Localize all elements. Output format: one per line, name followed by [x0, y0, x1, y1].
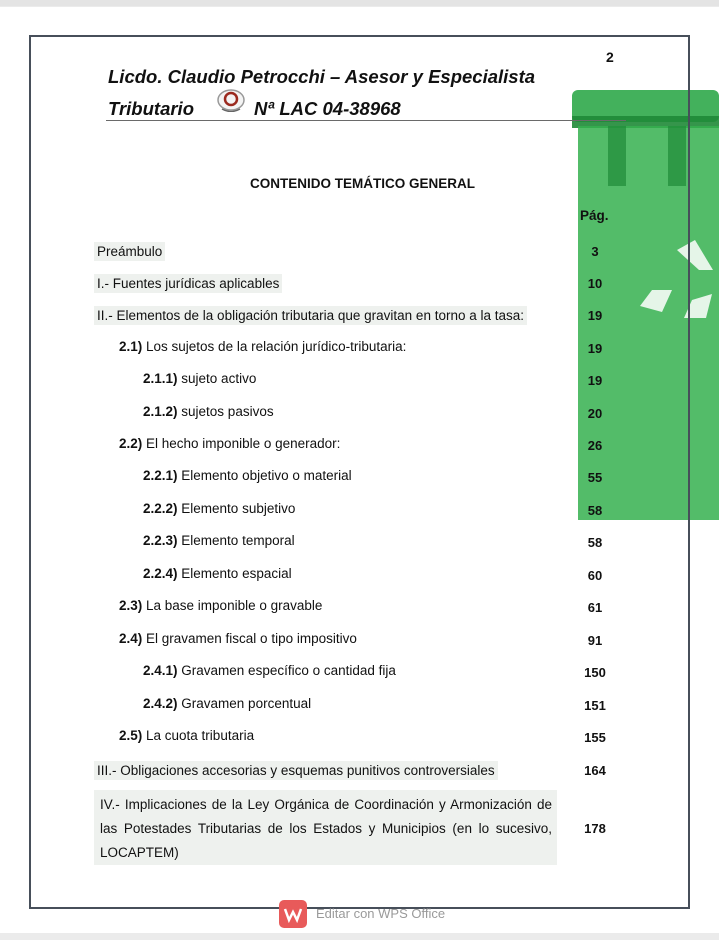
toc-entry-label: I.- Fuentes jurídicas aplicables [97, 276, 280, 291]
page-column-header: Pág. [580, 208, 609, 223]
toc-entry-number: 2.2) [119, 436, 143, 451]
toc-entry [119, 728, 254, 743]
toc-title: CONTENIDO TEMÁTICO GENERAL [250, 176, 475, 191]
toc-entry-label: Elemento espacial [177, 566, 292, 581]
toc-entry [94, 274, 282, 293]
toc-entry-iv: IV.- Implicaciones de la Ley Orgánica de Coordinación y Armonización de las Potestades Tributarias de los Estados y Municipios (en lo sucesivo, LOCAPTEM) [100, 797, 552, 860]
toc-entry-page: 55 [587, 470, 603, 485]
toc-entry [143, 533, 295, 548]
toc-entry-page: 164 [584, 763, 606, 778]
header-line-1: Licdo. Claudio Petrocchi – Asesor y Especialista [108, 66, 536, 87]
top-strip [0, 0, 719, 6]
toc-entry-page: 61 [587, 600, 603, 615]
toc-entry-label: Elemento objetivo o material [177, 468, 352, 483]
toc-entry [119, 339, 406, 354]
toc-entry-page: 10 [587, 276, 603, 291]
toc-entry-number: 2.4) [119, 631, 143, 646]
wps-edit-link[interactable]: Editar con WPS Office [316, 906, 446, 921]
toc-entry-page: 91 [587, 633, 603, 648]
toc-entry-page: 19 [587, 308, 603, 323]
toc-entry-label: Preámbulo [97, 244, 163, 259]
toc-entry-label: Los sujetos de la relación jurídico-tributaria: [142, 339, 407, 354]
toc-entry-page: 26 [587, 438, 603, 453]
toc-entry [143, 371, 256, 386]
toc-entry [119, 631, 357, 646]
toc-entry-number: 2.2.3) [143, 533, 178, 548]
toc-entry-number: 2.4.2) [143, 696, 178, 711]
toc-entry-page: 19 [587, 373, 603, 388]
toc-entry-page: 19 [587, 341, 603, 356]
toc-entry-label: La cuota tributaria [142, 728, 255, 743]
header-line-2-left: Tributario [108, 98, 194, 119]
toc-entry-label: III.- Obligaciones accesorias y esquemas punitivos controversiales [97, 763, 495, 778]
toc-entry [143, 566, 292, 581]
toc-entry-label: El gravamen fiscal o tipo impositivo [142, 631, 357, 646]
toc-entry-label: II.- Elementos de la obligación tributaria que gravitan en torno a la tasa: [97, 308, 525, 323]
toc-entry [119, 436, 340, 451]
header-line-2-right: Nª LAC 04-38968 [254, 98, 401, 119]
toc-entry [94, 242, 165, 261]
toc-entry-number: 2.1) [119, 339, 143, 354]
toc-entry [143, 696, 311, 711]
page-number: 2 [606, 49, 614, 65]
toc-entry [143, 663, 396, 678]
toc-entry-label: Elemento subjetivo [177, 501, 296, 516]
toc-entry-label: Gravamen porcentual [177, 696, 312, 711]
toc-entry-page: 58 [587, 535, 603, 550]
toc-entry-number: 2.1.1) [143, 371, 178, 386]
toc-entry-page: 3 [591, 244, 599, 259]
header-divider [106, 120, 626, 121]
toc-entry [143, 501, 295, 516]
toc-entry-label: Elemento temporal [177, 533, 295, 548]
toc-entry [119, 598, 322, 613]
toc-entry [143, 468, 352, 483]
toc-entry [94, 306, 527, 325]
toc-entry-page: 150 [584, 665, 606, 680]
toc-entry-label: sujeto activo [177, 371, 257, 386]
toc-entry-page: 58 [587, 503, 603, 518]
toc-entry-page: 60 [587, 568, 603, 583]
toc-entry-number: 2.3) [119, 598, 143, 613]
toc-entry-number: 2.2.2) [143, 501, 178, 516]
toc-entry [94, 761, 498, 780]
toc-entry-label: El hecho imponible o generador: [142, 436, 341, 451]
toc-entry-page: 151 [584, 698, 606, 713]
toc-entry-number: 2.2.4) [143, 566, 178, 581]
toc-entry-iv-page: 178 [584, 821, 606, 836]
toc-entry-number: 2.1.2) [143, 404, 178, 419]
toc-entry-label: sujetos pasivos [177, 404, 274, 419]
toc-entry [143, 404, 274, 419]
toc-entry-label: La base imponible o gravable [142, 598, 323, 613]
wps-logo-icon[interactable] [279, 900, 307, 928]
toc-entry-page: 20 [587, 406, 603, 421]
firm-logo-icon [216, 88, 246, 112]
toc-entry-page: 155 [584, 730, 606, 745]
toc-entry-label: Gravamen específico o cantidad fija [177, 663, 396, 678]
toc-entry-number: 2.2.1) [143, 468, 178, 483]
toc-entry-number: 2.4.1) [143, 663, 178, 678]
toc-entry-number: 2.5) [119, 728, 143, 743]
